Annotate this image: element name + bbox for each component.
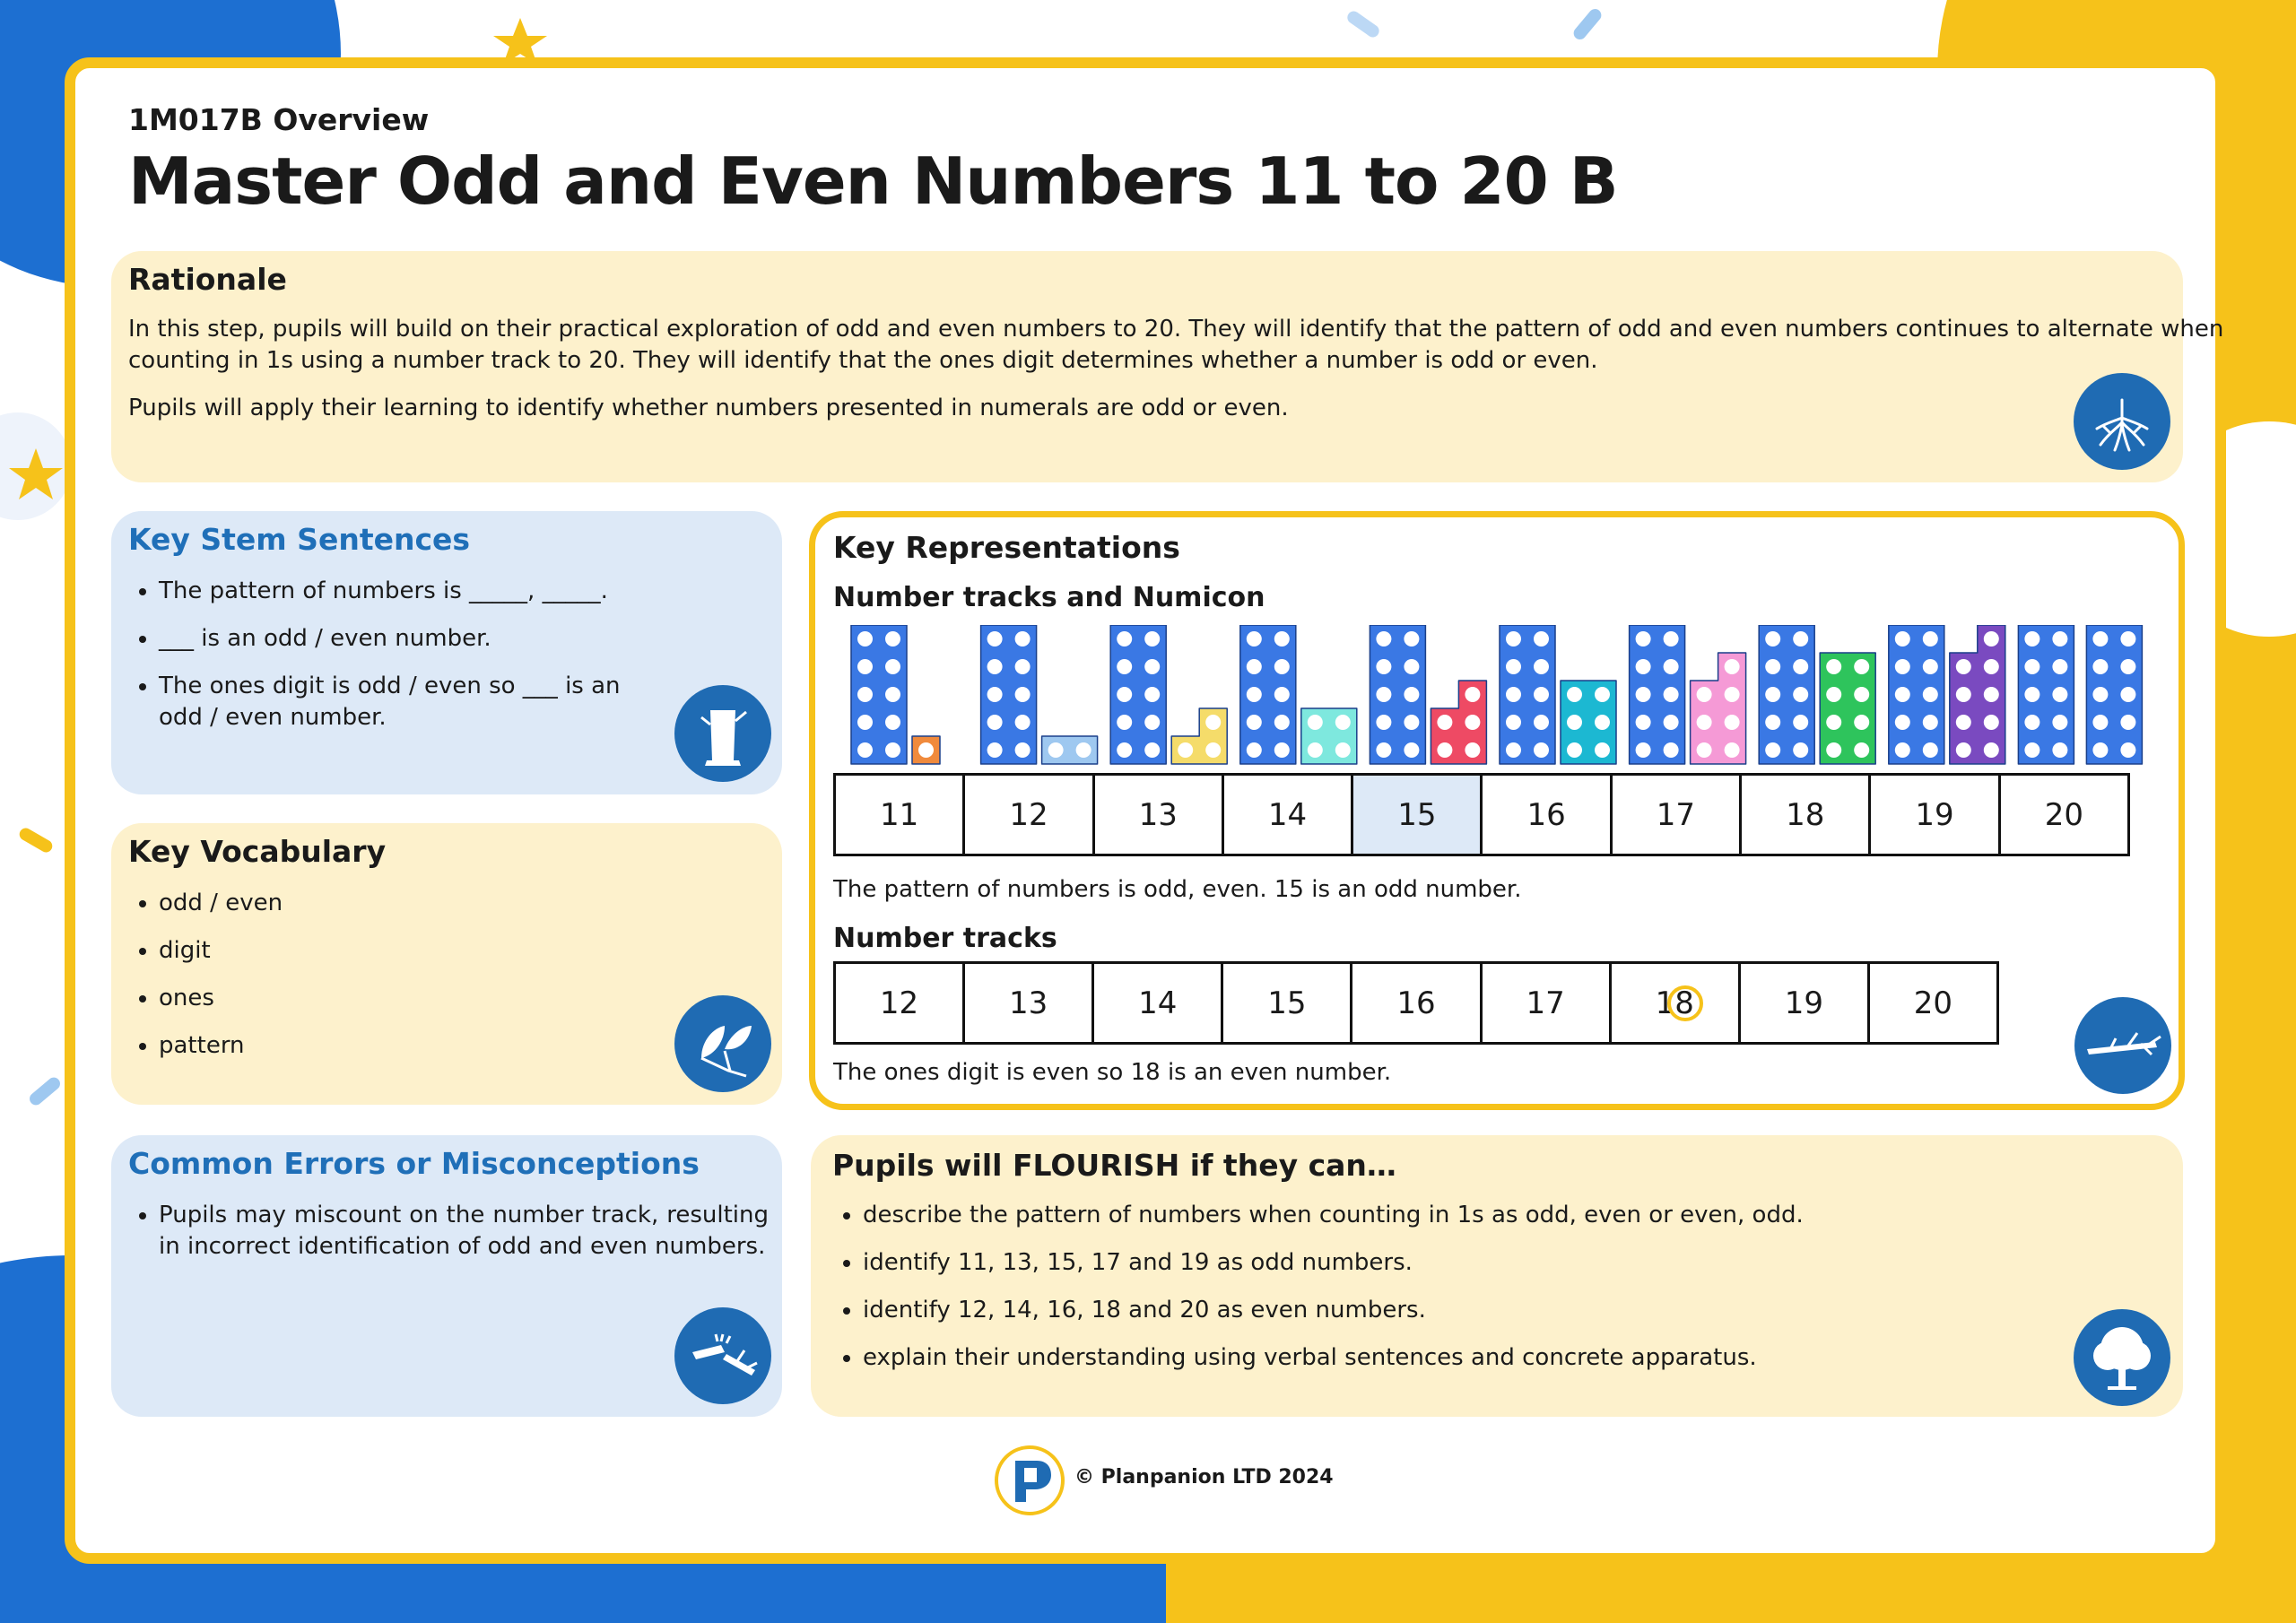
numicon-ones-12 bbox=[1042, 736, 1098, 764]
track1-cell-15: 15 bbox=[1353, 776, 1483, 854]
numicon-ten-12 bbox=[981, 625, 1037, 764]
list-item: • The pattern of numbers is _____, _____. bbox=[159, 576, 643, 607]
track2-cell-18: 18 bbox=[1612, 964, 1741, 1042]
roots-icon bbox=[2074, 373, 2170, 470]
track2-cell-16: 16 bbox=[1352, 964, 1482, 1042]
rationale-heading: Rationale bbox=[128, 262, 287, 297]
track2-cell-14: 14 bbox=[1094, 964, 1223, 1042]
numicon-ten-second-20 bbox=[2086, 625, 2142, 764]
track1-cell-13: 13 bbox=[1095, 776, 1224, 854]
list-item: • Pupils may miscount on the number track, resulting in incorrect identification of odd and even numbers. bbox=[159, 1200, 769, 1263]
list-item: • The ones digit is odd / even so ___ is an odd / even number. bbox=[159, 671, 643, 733]
representations-heading: Key Representations bbox=[833, 530, 1180, 565]
tree-trunk-icon bbox=[674, 685, 771, 782]
leaves-icon bbox=[674, 995, 771, 1092]
numicon-ones-14 bbox=[1301, 708, 1357, 764]
list-item: • describe the pattern of numbers when counting in 1s as odd, even or even, odd. bbox=[863, 1200, 2029, 1231]
circle-highlight bbox=[1667, 985, 1703, 1021]
numicon-ones-18 bbox=[1820, 653, 1875, 764]
track2-cell-19: 19 bbox=[1741, 964, 1870, 1042]
broken-branch-icon bbox=[674, 1307, 771, 1404]
lesson-code: 1M017B Overview bbox=[128, 102, 430, 137]
rationale-text-line2: counting in 1s using a number track to 20. They will identify that the ones digit determines whether a number is odd or even. bbox=[128, 347, 1598, 374]
numicon-ten-13 bbox=[1110, 625, 1166, 764]
track2-cell-20: 20 bbox=[1913, 985, 1953, 1021]
numicon-ten-11 bbox=[851, 625, 907, 764]
stem-list bbox=[128, 576, 643, 750]
track1-cell-18: 18 bbox=[1742, 776, 1871, 854]
track1-cell-19: 19 bbox=[1871, 776, 2000, 854]
track1-cell-16: 16 bbox=[1483, 776, 1612, 854]
caption-ones-digit: The ones digit is even so 18 is an even number. bbox=[833, 1059, 1392, 1086]
planpanion-logo bbox=[994, 1445, 1065, 1516]
numicon-ten-16 bbox=[1500, 625, 1555, 764]
numicon-ten-20 bbox=[2018, 625, 2074, 764]
number-track-12-20 bbox=[833, 961, 1999, 1045]
flourish-list bbox=[832, 1200, 2029, 1390]
list-item: • digit bbox=[159, 935, 643, 967]
numicon-subheading: Number tracks and Numicon bbox=[833, 582, 1265, 613]
track1-cell-17: 17 bbox=[1613, 776, 1742, 854]
full-tree-icon bbox=[2074, 1309, 2170, 1406]
list-item: • identify 12, 14, 16, 18 and 20 as even numbers. bbox=[863, 1295, 2029, 1326]
numicon-ones-11 bbox=[912, 736, 940, 764]
list-item: • ___ is an odd / even number. bbox=[159, 623, 643, 655]
track2-cell-13: 13 bbox=[965, 964, 1094, 1042]
flourish-heading: Pupils will FLOURISH if they can… bbox=[832, 1148, 1396, 1183]
numicon-ones-17 bbox=[1691, 653, 1746, 764]
vocab-list bbox=[128, 888, 643, 1078]
caption-pattern: The pattern of numbers is odd, even. 15 is an odd number. bbox=[833, 876, 1522, 903]
stem-heading: Key Stem Sentences bbox=[128, 522, 471, 557]
numicon-shapes bbox=[815, 625, 2179, 768]
numicon-ones-16 bbox=[1561, 681, 1616, 764]
numicon-ten-19 bbox=[1889, 625, 1944, 764]
numicon-ten-14 bbox=[1240, 625, 1296, 764]
errors-panel bbox=[111, 1135, 782, 1417]
list-item: • identify 11, 13, 15, 17 and 19 as odd numbers. bbox=[863, 1247, 2029, 1279]
track1-cell-11: 11 bbox=[836, 776, 965, 854]
list-item: • odd / even bbox=[159, 888, 643, 919]
rationale-text-line1: In this step, pupils will build on their practical exploration of odd and even numbers to 20. They will identify that the pattern of odd and even numbers continues to alternate when bbox=[128, 316, 2224, 343]
stem-panel bbox=[111, 511, 782, 794]
numicon-ones-13 bbox=[1171, 708, 1227, 764]
numicon-ten-15 bbox=[1370, 625, 1425, 764]
rationale-text-2: Pupils will apply their learning to identify whether numbers presented in numerals are odd or even. bbox=[128, 395, 1289, 421]
track2-cell-12: 12 bbox=[836, 964, 965, 1042]
track1-cell-12: 12 bbox=[965, 776, 1094, 854]
errors-list bbox=[128, 1200, 769, 1279]
list-item: • pattern bbox=[159, 1030, 643, 1062]
number-track-11-20 bbox=[833, 773, 2130, 856]
track2-cell-15: 15 bbox=[1223, 964, 1352, 1042]
numicon-ones-19 bbox=[1950, 625, 2005, 764]
list-item: • explain their understanding using verbal sentences and concrete apparatus. bbox=[863, 1342, 2029, 1374]
numicon-ones-15 bbox=[1431, 681, 1486, 764]
track1-cell-20: 20 bbox=[2044, 796, 2083, 833]
flourish-panel bbox=[811, 1135, 2183, 1417]
representations-panel bbox=[809, 511, 2185, 1110]
numicon-ten-17 bbox=[1630, 625, 1685, 764]
vocab-panel bbox=[111, 823, 782, 1105]
track1-cell-14: 14 bbox=[1224, 776, 1353, 854]
number-tracks-subheading: Number tracks bbox=[833, 923, 1057, 954]
vocab-heading: Key Vocabulary bbox=[128, 834, 387, 869]
track2-cell-17: 17 bbox=[1483, 964, 1612, 1042]
branch-icon bbox=[2074, 997, 2171, 1094]
page-title: Master Odd and Even Numbers 11 to 20 B bbox=[128, 143, 1618, 219]
copyright: © Planpanion LTD 2024 bbox=[1074, 1466, 1334, 1488]
rationale-panel bbox=[111, 251, 2224, 482]
errors-heading: Common Errors or Misconceptions bbox=[128, 1146, 700, 1181]
list-item: • ones bbox=[159, 983, 643, 1014]
numicon-ten-18 bbox=[1759, 625, 1814, 764]
